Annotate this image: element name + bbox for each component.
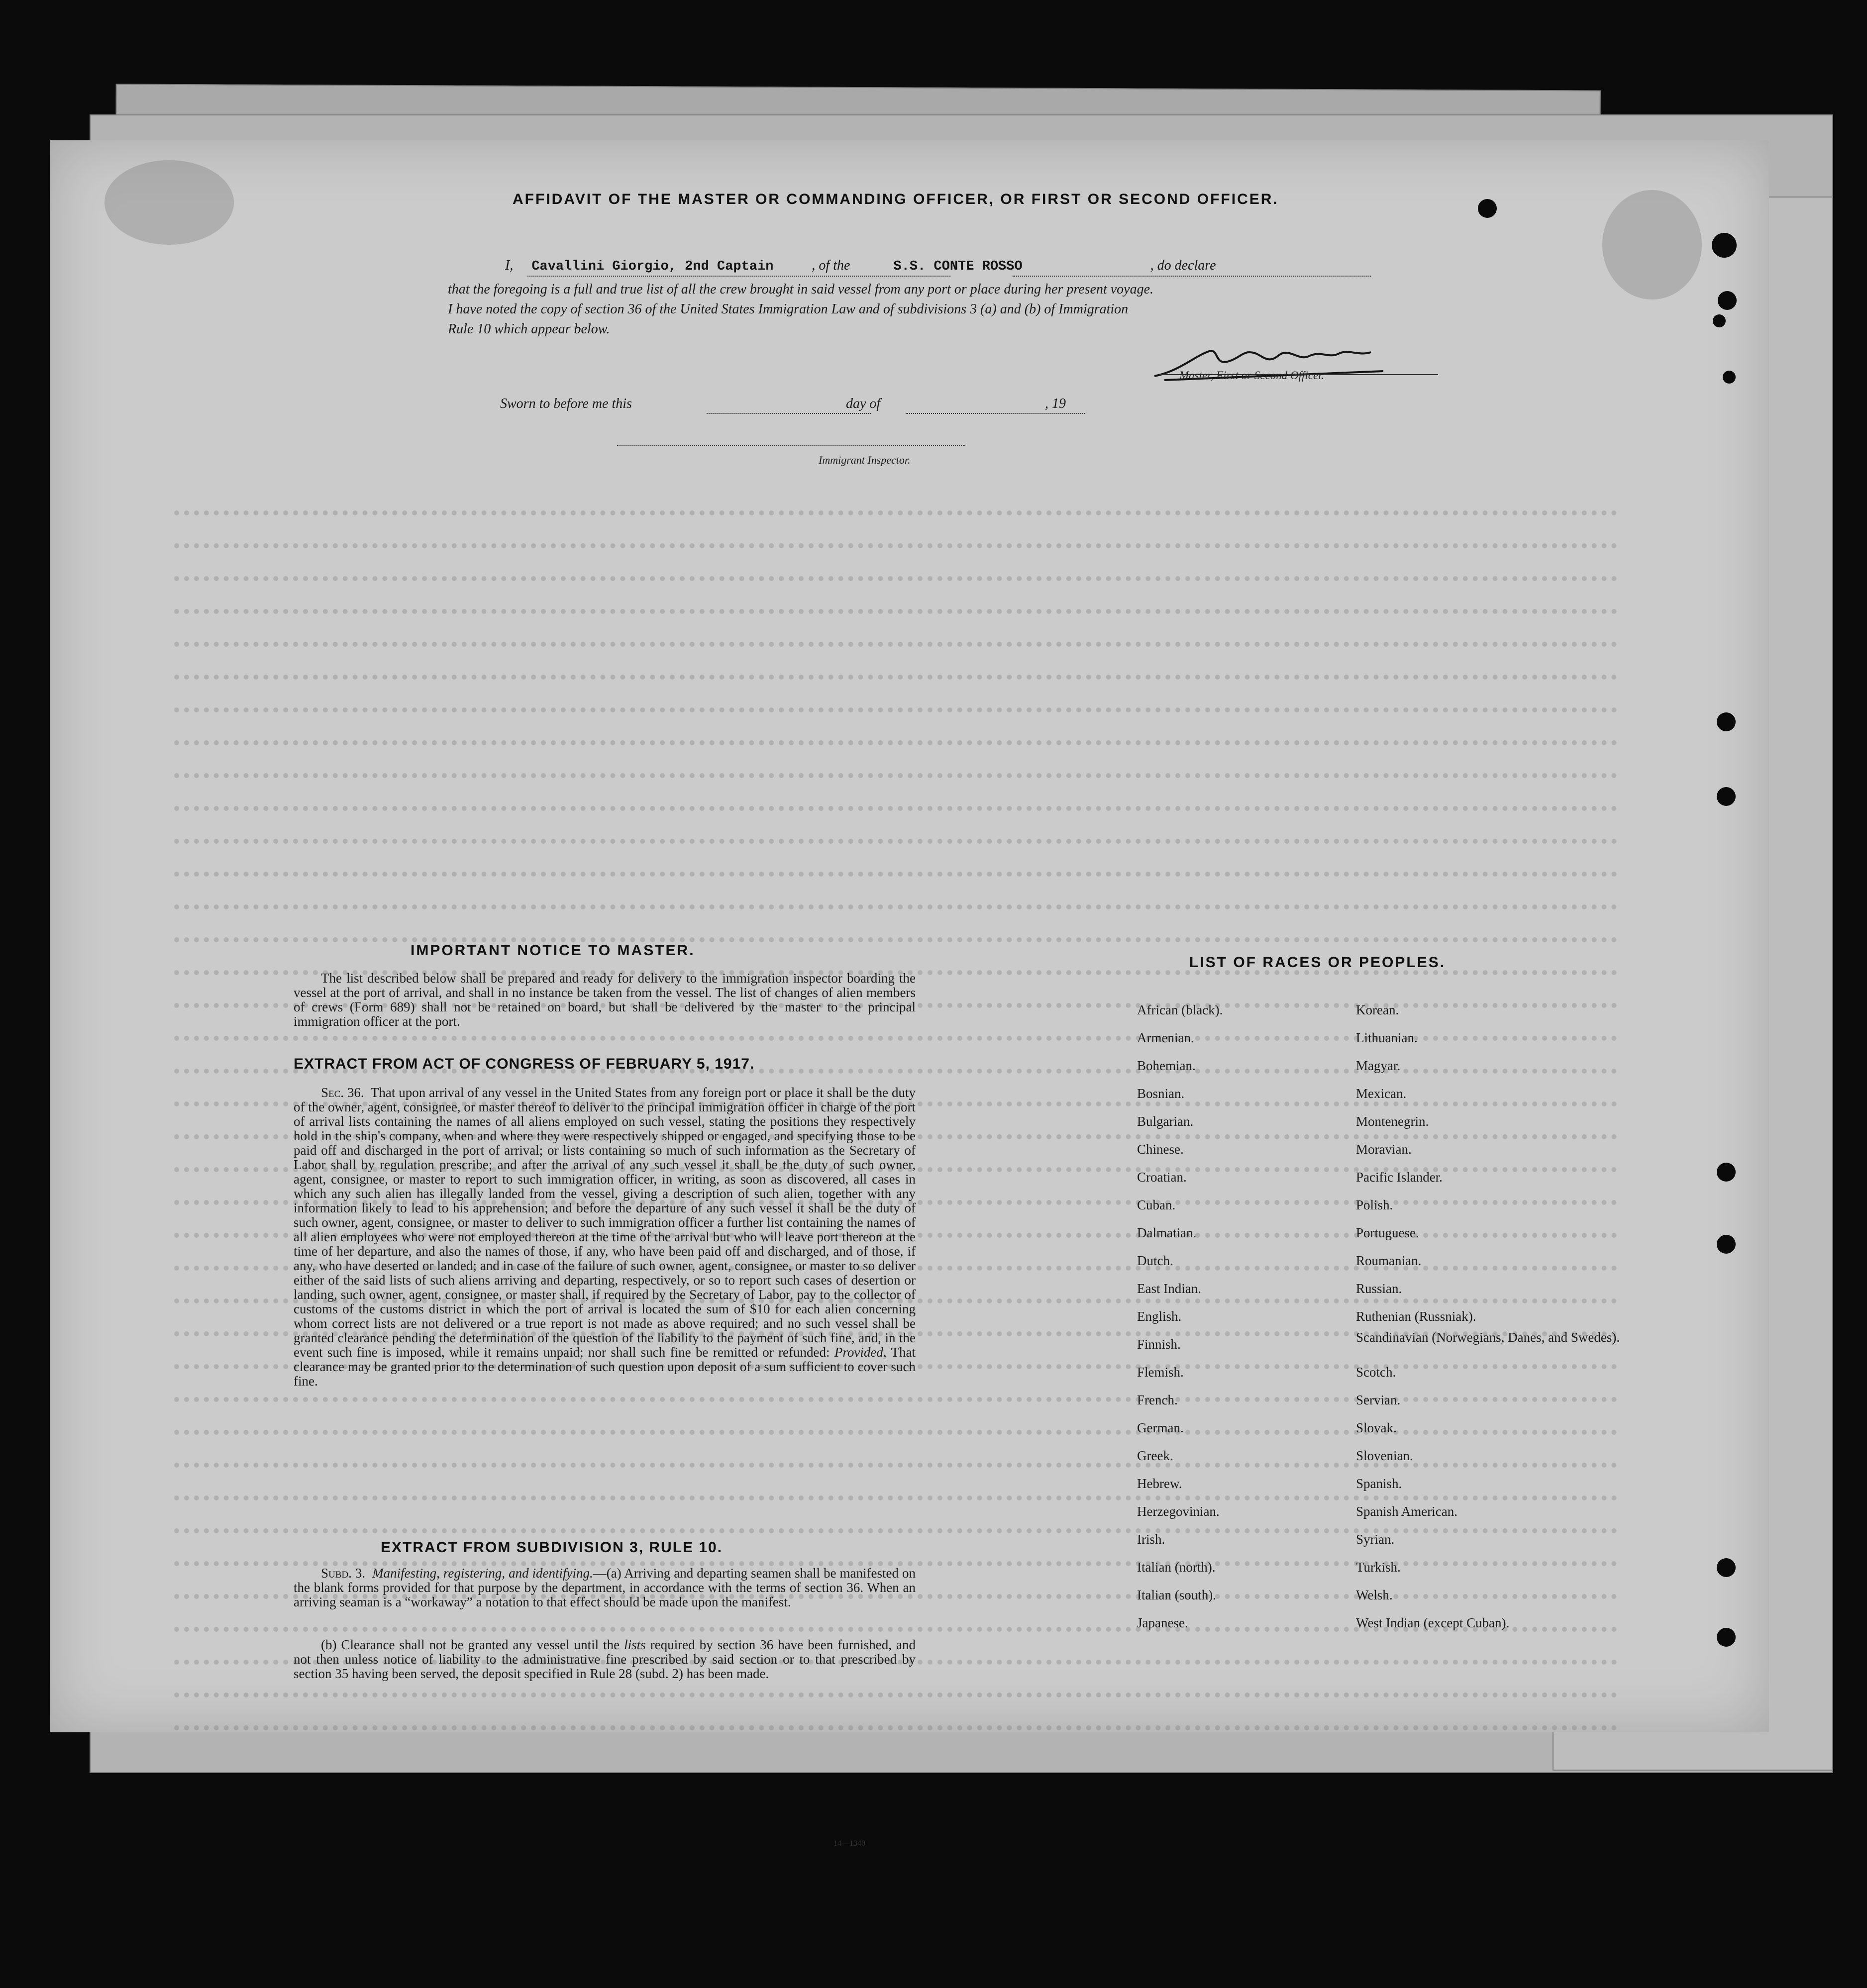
section-text-end: That clearance may be granted prior to the determination of such question upon deposit of a sum sufficient to cover such fine. bbox=[294, 1345, 916, 1389]
race-item: Syrian. bbox=[1356, 1532, 1395, 1547]
section-label: Sec. 36. bbox=[321, 1085, 364, 1100]
rule-text-b-italic: lists bbox=[624, 1637, 646, 1652]
punch-hole bbox=[1717, 1235, 1736, 1254]
race-item: Ruthenian (Russniak). bbox=[1356, 1309, 1476, 1324]
race-item: Russian. bbox=[1356, 1281, 1402, 1296]
race-item: Chinese. bbox=[1137, 1142, 1184, 1157]
race-item: Slovak. bbox=[1356, 1420, 1397, 1435]
races-left-column bbox=[1137, 996, 1346, 1637]
race-item: Korean. bbox=[1356, 1002, 1399, 1017]
declaration-line-4: Rule 10 which appear below. bbox=[448, 321, 610, 337]
affidavit-title: AFFIDAVIT OF THE MASTER OR COMMANDING OFFICER, OR FIRST OR SECOND OFFICER. bbox=[513, 191, 1279, 207]
form-number: 14—1340 bbox=[833, 1839, 865, 1848]
declaration-text: I, bbox=[505, 258, 514, 273]
race-item: Finnish. bbox=[1137, 1337, 1181, 1352]
declaration-line-2: that the foregoing is a full and true list of all the crew brought in said vessel from any port or place during her present voyage. bbox=[448, 282, 1154, 297]
rule-extract-text-b bbox=[294, 1638, 916, 1681]
race-item: Dutch. bbox=[1137, 1253, 1173, 1268]
race-item: Hebrew. bbox=[1137, 1476, 1182, 1491]
race-item: Japanese. bbox=[1137, 1615, 1188, 1630]
act-extract-title: EXTRACT FROM ACT OF CONGRESS OF FEBRUARY 5, 1917. bbox=[294, 1056, 755, 1072]
race-item: Spanish American. bbox=[1356, 1504, 1457, 1519]
race-item: Bosnian. bbox=[1137, 1086, 1185, 1101]
race-item: English. bbox=[1137, 1309, 1182, 1324]
punch-hole bbox=[1478, 199, 1497, 218]
race-item: Roumanian. bbox=[1356, 1253, 1422, 1268]
notice-title: IMPORTANT NOTICE TO MASTER. bbox=[411, 942, 695, 959]
race-item: Servian. bbox=[1356, 1392, 1401, 1407]
races-title: LIST OF RACES OR PEOPLES. bbox=[1189, 954, 1446, 971]
punch-hole bbox=[1717, 1558, 1736, 1577]
declaration-line-3: I have noted the copy of section 36 of the United States Immigration Law and of subdivisions 3 (a) and (b) of Immigration bbox=[448, 301, 1129, 317]
punch-hole bbox=[1723, 371, 1736, 384]
punch-hole bbox=[1717, 787, 1736, 806]
race-item: Scandinavian (Norwegians, Danes, and Swedes). bbox=[1356, 1330, 1620, 1345]
rule-extract-title: EXTRACT FROM SUBDIVISION 3, RULE 10. bbox=[381, 1539, 723, 1556]
race-item: Portuguese. bbox=[1356, 1225, 1419, 1240]
declaration-line-1 bbox=[505, 258, 1216, 274]
race-item: French. bbox=[1137, 1392, 1178, 1407]
race-item: Welsh. bbox=[1356, 1588, 1393, 1602]
race-item: African (black). bbox=[1137, 1002, 1223, 1017]
inspector-caption: Immigrant Inspector. bbox=[819, 454, 911, 466]
race-item: Turkish. bbox=[1356, 1560, 1401, 1575]
rule-text-b-end: required by section 36 have been furnished, and not then unless notice of liability to the administrative fine prescribed by said section or to that prescribed by section 35 having been served, the deposit specified in Rule 28 (subd. 2) has been made. bbox=[294, 1637, 916, 1681]
races-right-column bbox=[1356, 996, 1635, 1637]
race-item: Mexican. bbox=[1356, 1086, 1407, 1101]
race-item: Italian (south). bbox=[1137, 1588, 1216, 1602]
race-item: Armenian. bbox=[1137, 1030, 1194, 1045]
rule-text-b: (b) Clearance shall not be granted any vessel until the bbox=[321, 1637, 620, 1652]
punch-hole bbox=[1717, 1628, 1736, 1647]
race-item: Polish. bbox=[1356, 1197, 1393, 1212]
rule-heading: Manifesting, registering, and identifying. bbox=[372, 1566, 593, 1581]
race-item: Italian (north). bbox=[1137, 1560, 1216, 1575]
race-item: Irish. bbox=[1137, 1532, 1165, 1547]
punch-hole bbox=[1717, 712, 1736, 731]
notice-text: The list described below shall be prepared and ready for delivery to the immigration inspector boarding the vessel at the port of arrival, and shall in no instance be taken from the vessel. The list of changes of alien members of crews (Form 689) shall not be retained on board, but shall be delivered by the master to the principal immigration officer at the port. bbox=[294, 971, 916, 1029]
signature-caption: Master, First or Second Officer. bbox=[1179, 369, 1325, 382]
punch-hole bbox=[1713, 314, 1726, 327]
race-item: Moravian. bbox=[1356, 1142, 1412, 1157]
sworn-text: Sworn to before me this bbox=[500, 396, 632, 411]
punch-hole bbox=[1718, 291, 1737, 310]
proviso-word: Provided, bbox=[834, 1345, 887, 1360]
race-item: Slovenian. bbox=[1356, 1448, 1413, 1463]
inspector-signature-line bbox=[617, 445, 965, 446]
declaration-text: , do declare bbox=[1150, 258, 1216, 273]
punch-hole bbox=[1712, 233, 1737, 258]
race-item: West Indian (except Cuban). bbox=[1356, 1615, 1510, 1630]
race-item: Dalmatian. bbox=[1137, 1225, 1197, 1240]
race-item: Bohemian. bbox=[1137, 1058, 1196, 1073]
subdivision-label: Subd. 3. bbox=[321, 1566, 366, 1581]
race-item: Lithuanian. bbox=[1356, 1030, 1418, 1045]
punch-hole bbox=[1717, 1163, 1736, 1182]
race-item: German. bbox=[1137, 1420, 1184, 1435]
fill-line-day bbox=[707, 413, 871, 414]
act-extract-text bbox=[294, 1086, 916, 1389]
fill-line bbox=[527, 276, 950, 277]
vessel-name: S.S. CONTE ROSSO bbox=[893, 259, 1023, 274]
sworn-year-text: , 19 bbox=[1045, 396, 1066, 411]
rule-text-a: —(a) Arriving and departing seamen shall be manifested on the blank forms provided for that purpose by the department, in accordance with the terms of section 36. When an arriving seaman is a “workaway” a notation to that effect should be made upon the manifest. bbox=[294, 1566, 916, 1609]
race-item: Magyar. bbox=[1356, 1058, 1401, 1073]
race-item: Scotch. bbox=[1356, 1365, 1396, 1380]
fill-line-month bbox=[906, 413, 1085, 414]
race-item: East Indian. bbox=[1137, 1281, 1201, 1296]
race-item: Pacific Islander. bbox=[1356, 1170, 1443, 1185]
rule-extract-text-a bbox=[294, 1566, 916, 1609]
document-page bbox=[50, 140, 1769, 1848]
race-item: Greek. bbox=[1137, 1448, 1173, 1463]
sworn-day-text: day of bbox=[846, 396, 881, 411]
race-item: Croatian. bbox=[1137, 1170, 1187, 1185]
declaration-text: , of the bbox=[812, 258, 850, 273]
officer-name: Cavallini Giorgio, 2nd Captain bbox=[531, 259, 774, 274]
race-item: Cuban. bbox=[1137, 1197, 1176, 1212]
race-item: Montenegrin. bbox=[1356, 1114, 1429, 1129]
fill-line bbox=[1013, 276, 1371, 277]
section-text: That upon arrival of any vessel in the United States from any foreign port or place it shall be the duty of the owner, agent, consignee, or master thereof to deliver to the principal immigration officer in charge of the port of arrival lists containing the names of all aliens employed on such vessel, stating the positions they respectively hold in the ship's company, when and where they were respectively shipped or engaged, and specifying those to be paid off and discharged in the port of arrival; or lists containing so much of such information as the Secretary of Labor shall by regulation prescribe; and after the arrival of any such vessel it shall be the duty of such owner, agent, consignee, or master to report to such immigration officer, in writing, as soon as discovered, all cases in which any such alien has illegally landed from the vessel, giving a description of such alien, together with any information likely to lead to his apprehension; and before the departure of any such vessel it shall be the duty of such owner, agent, consignee, or master to deliver to such immigration officer a further list containing the names of all alien employees who were not employed thereon at the time of the arrival but who will leave port thereon at the time of her departure, and also the names of those, if any, who have been paid off and discharged, and of those, if any, who have deserted or landed; and in case of the failure of such owner, agent, consignee, or master to so deliver either of the said lists of such aliens arriving and departing, respectively, or so to report such cases of desertion or landing, such owner, agent, consignee, or master shall, if required by the Secretary of Labor, pay to the collector of customs of the customs district in which the port of arrival is located the sum of $10 for each alien concerning whom correct lists are not delivered or a true report is not made as above required; and no such vessel shall be granted clearance pending the determination of the question of the liability to the payment of such fine, and, in the event such fine is imposed, while it remains unpaid; nor shall such fine be remitted or refunded: bbox=[294, 1085, 916, 1360]
race-item: Bulgarian. bbox=[1137, 1114, 1194, 1129]
race-item: Flemish. bbox=[1137, 1365, 1184, 1380]
race-item: Spanish. bbox=[1356, 1476, 1402, 1491]
race-item: Herzegovinian. bbox=[1137, 1504, 1220, 1519]
